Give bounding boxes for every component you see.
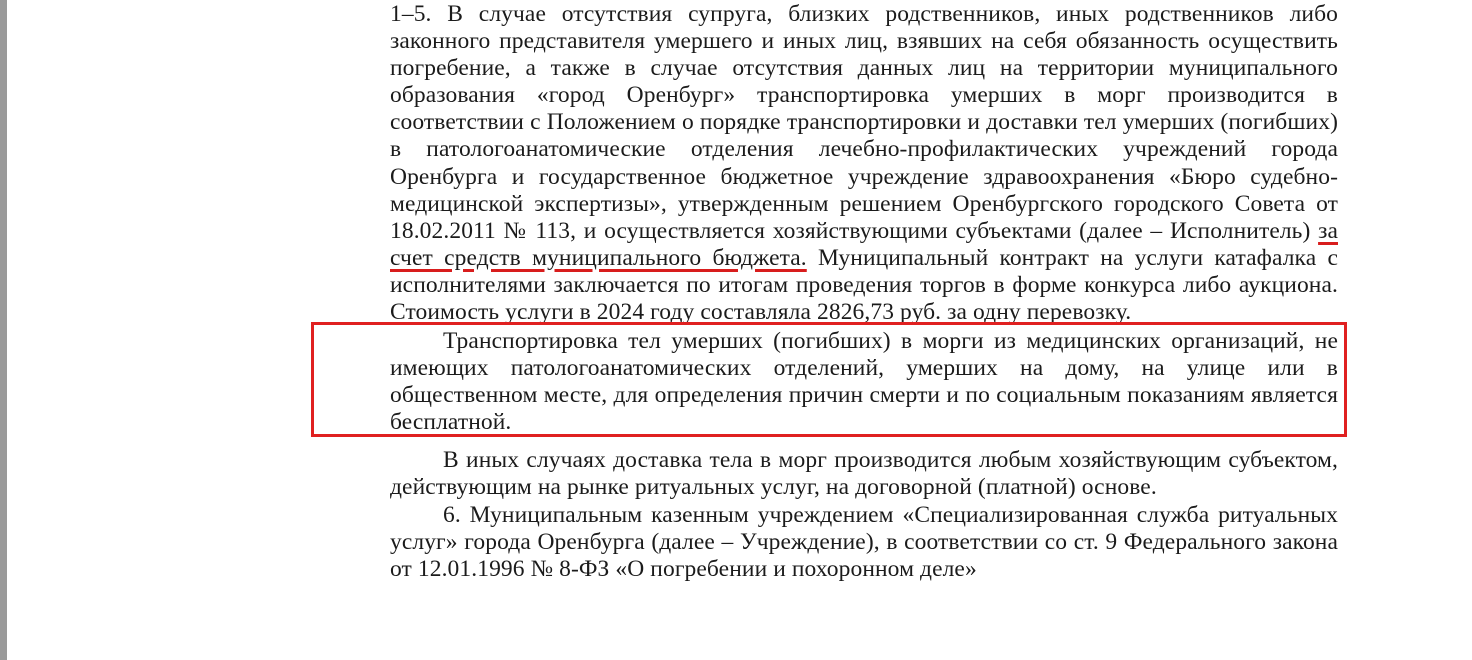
page-left-margin [7, 0, 298, 660]
clause-1-5-text-before: 1–5. В случае отсутствия супруга, близких родственников, иных родственников либо законного представителя умершего и иных лиц, взявших на себя обязанность осуществить погребение, а также в случае отсутствия данных лиц на территории муниципального образования «город Оренбург» транспортировка умерших в морг производится в соответствии с Положением о порядке транспортировки и доставки тел умерших (погибших) в патологоанатомические отделения лечебно-профилактических учреждений города Оренбурга и государственное бюджетное учреждение здравоохранения «Бюро судебно-медицинской экспертизы», утвержденным решением Оренбургского городского Совета от 18.02.2011 № 113, и осуществляется хозяйствующими субъектами (далее – Исполнитель) [390, 1, 1338, 244]
red-underlined-phrase: за счет средств муниципального бюджета. [390, 217, 1338, 271]
paragraph-clause-1-5 [390, 0, 1338, 326]
clause-1-5-text-after: Муниципальный контракт на услуги катафалка с исполнителями заключается по итогам проведения торгов в форме конкурса либо аукциона. Стоимость услуги в 2024 году составляла 2826,73 руб. за одну перевозку. [390, 244, 1338, 326]
paragraph-clause-6: 6. Муниципальным казенным учреждением «Специализированная служба ритуальных услуг» города Оренбурга (далее – Учреждение), в соответствии со ст. 9 Федерального закона от 12.01.1996 № 8-ФЗ «О погребении и похоронном деле» [390, 501, 1338, 582]
document-body [298, 0, 1472, 660]
paragraph-other-cases: В иных случаях доставка тела в морг производится любым хозяйствующим субъектом, действующим на рынке ритуальных услуг, на договорной (платной) основе. [390, 446, 1338, 500]
paragraph-boxed-free-transport: Транспортировка тел умерших (погибших) в морги из медицинских организаций, не имеющих патологоанатомических отделений, умерших на дому, на улице или в общественном месте, для определения причин смерти и по социальным показаниям является бесплатной. [390, 328, 1338, 436]
scan-edge-strip [0, 0, 7, 660]
text-column [390, 0, 1338, 583]
highlighted-paragraph-region [390, 328, 1338, 436]
